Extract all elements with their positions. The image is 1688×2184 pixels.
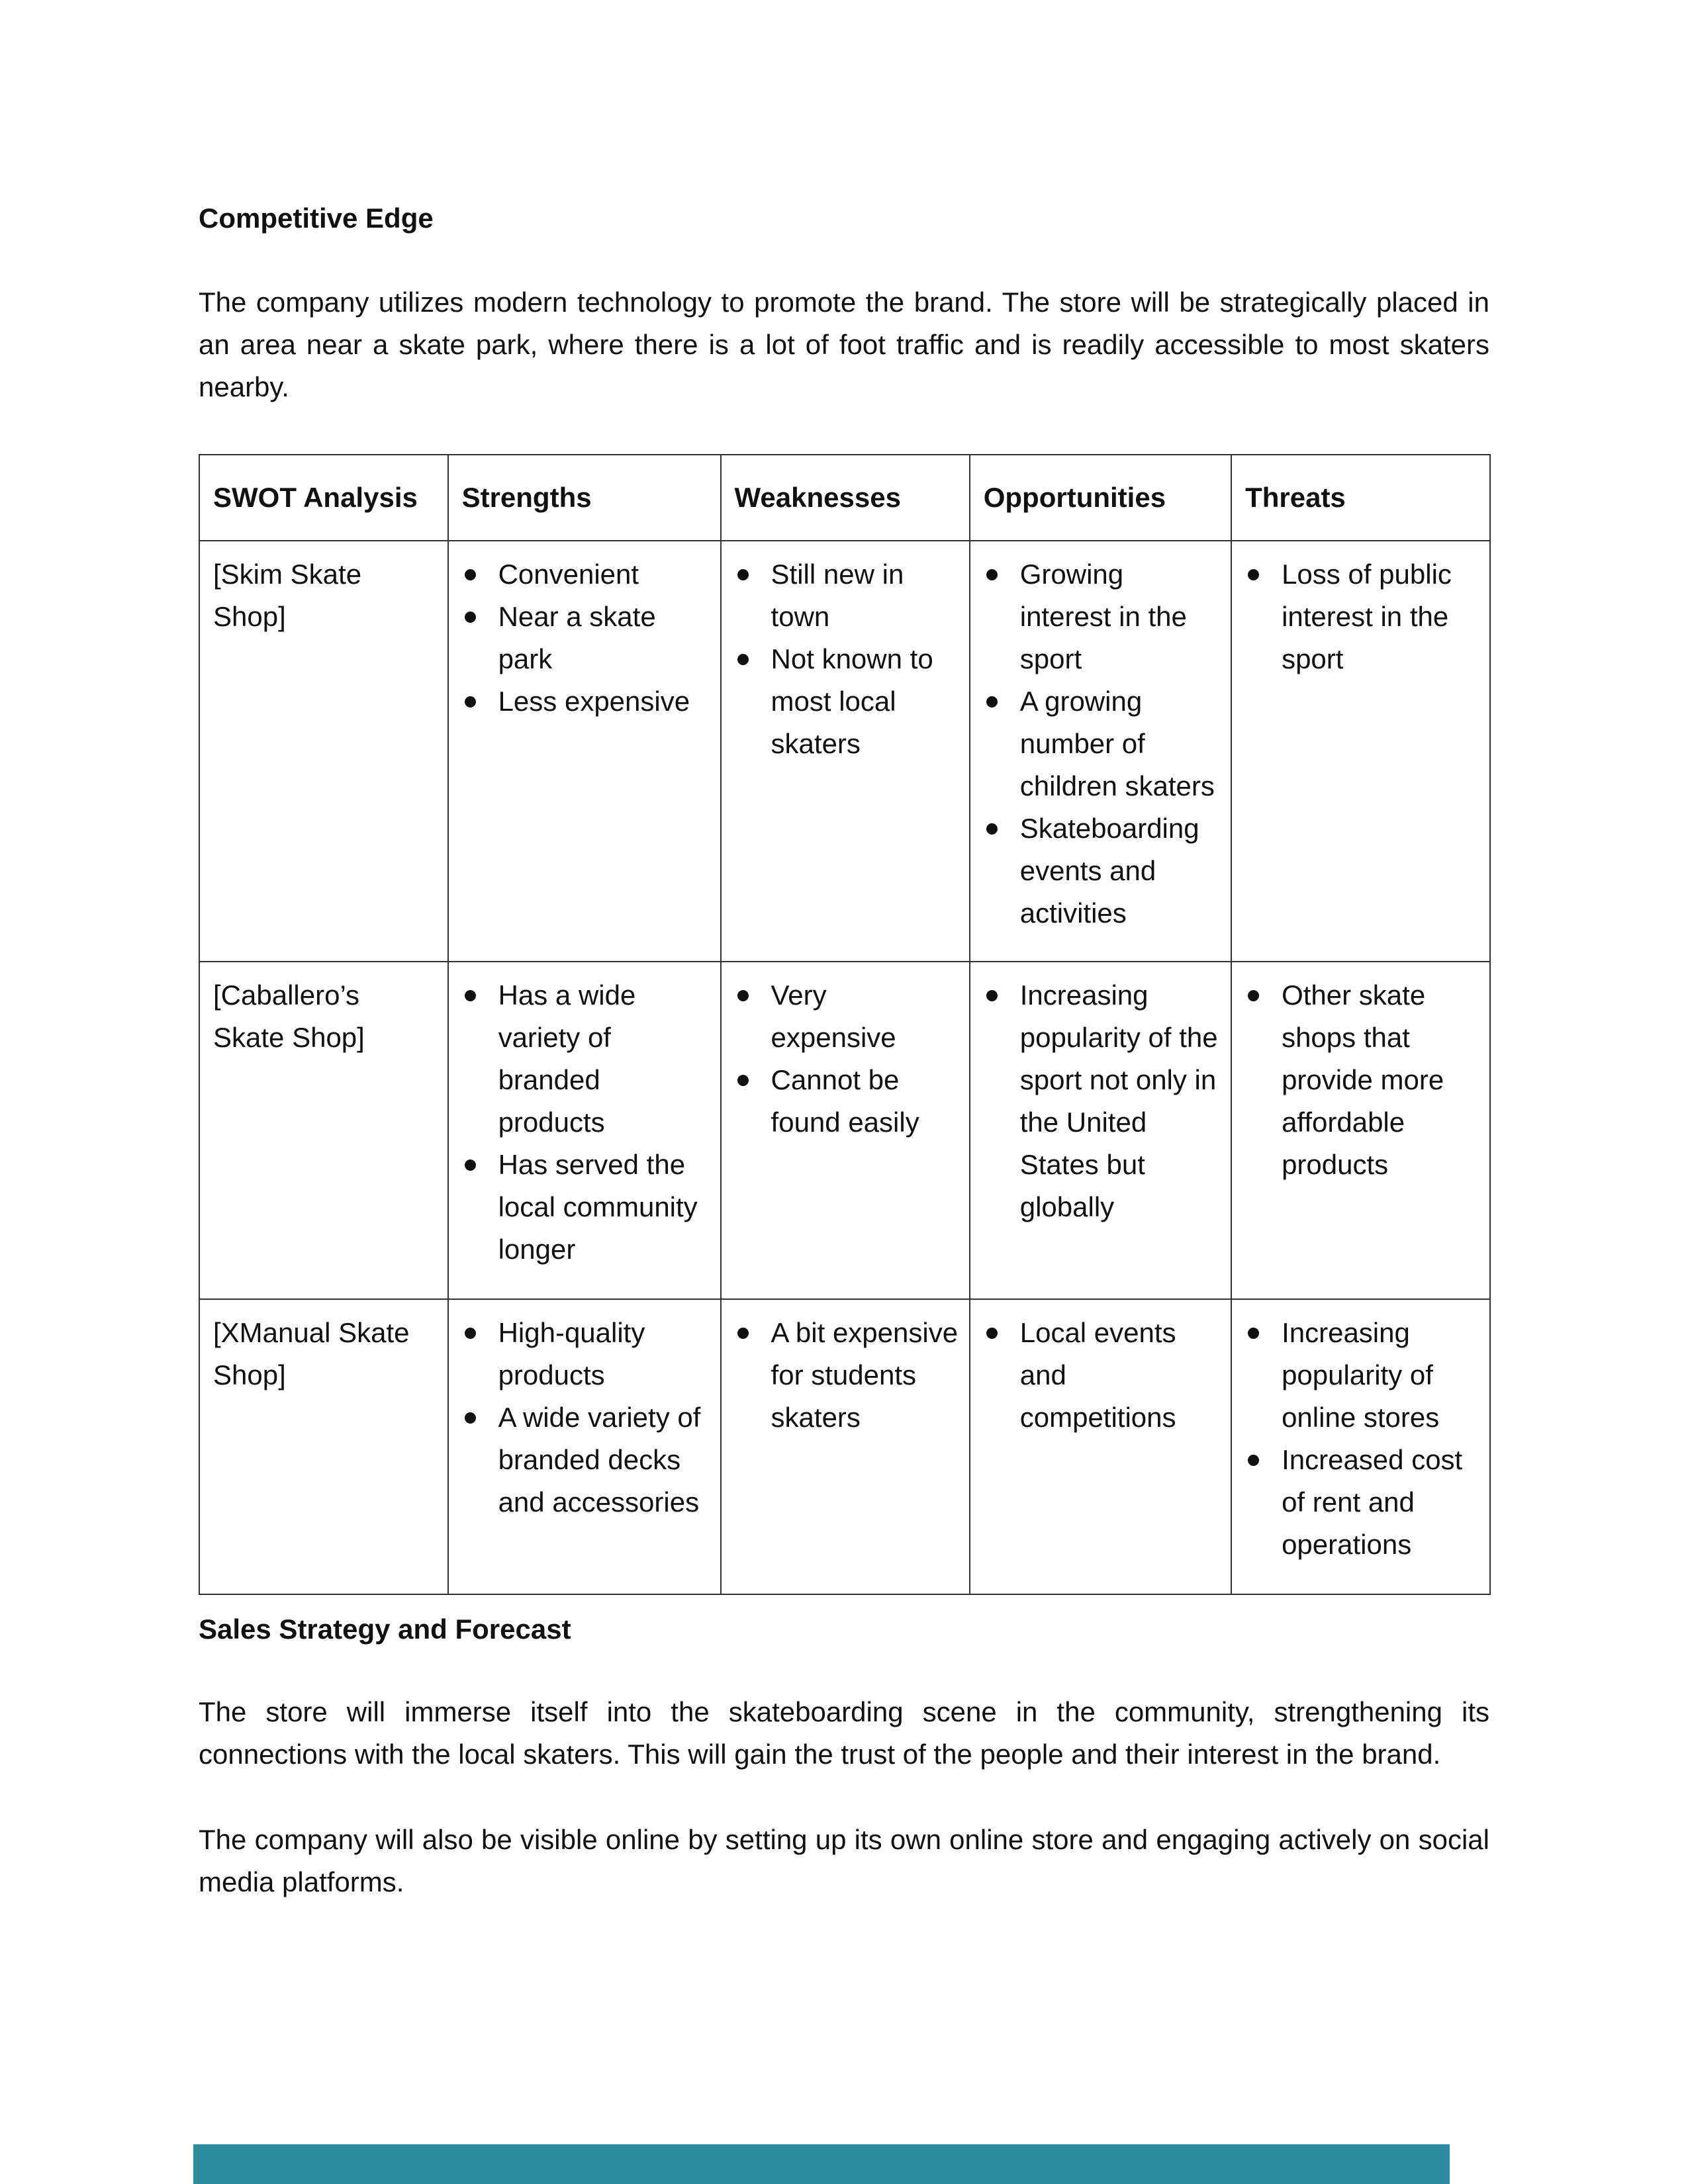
- footer-color-bar: [193, 2144, 1450, 2184]
- list-item: Loss of public interest in the sport: [1245, 553, 1479, 680]
- list-item: A bit expensive for students skaters: [735, 1312, 959, 1439]
- list-item: Convenient: [462, 553, 710, 596]
- list-item: Has a wide variety of branded products: [462, 974, 710, 1144]
- list-item: Very expensive: [735, 974, 959, 1059]
- list-item: Increased cost of rent and operations: [1245, 1439, 1479, 1566]
- weaknesses-cell: [721, 962, 970, 1299]
- weaknesses-cell: [721, 541, 970, 962]
- threats-cell: [1231, 962, 1490, 1299]
- list-item: Increasing popularity of the sport not only in the United States but globally: [984, 974, 1220, 1228]
- swot-header-strengths: Strengths: [448, 455, 721, 541]
- list-item: High-quality products: [462, 1312, 710, 1396]
- sales-strategy-heading: Sales Strategy and Forecast: [199, 1614, 571, 1645]
- competitive-edge-heading: Competitive Edge: [199, 203, 434, 234]
- opportunities-cell: [970, 1299, 1231, 1594]
- list-item: Near a skate park: [462, 596, 710, 680]
- list-item: Has served the local community longer: [462, 1144, 710, 1271]
- list-item: Cannot be found easily: [735, 1059, 959, 1144]
- table-row: [199, 541, 1490, 962]
- list-item: Increasing popularity of online stores: [1245, 1312, 1479, 1439]
- shop-name-cell: [XManual Skate Shop]: [199, 1299, 448, 1594]
- list-item: A growing number of children skaters: [984, 680, 1220, 807]
- table-row: [199, 1299, 1490, 1594]
- swot-header-row: [199, 455, 1490, 541]
- list-item: Not known to most local skaters: [735, 638, 959, 765]
- threats-cell: [1231, 1299, 1490, 1594]
- strengths-cell: [448, 1299, 721, 1594]
- swot-header-threats: Threats: [1231, 455, 1490, 541]
- table-row: [199, 962, 1490, 1299]
- threats-cell: [1231, 541, 1490, 962]
- list-item: Still new in town: [735, 553, 959, 638]
- competitive-edge-paragraph: The company utilizes modern technology to promote the brand. The store will be strategically placed in an area near a skate park, where there is a lot of foot traffic and is readily accessible to most skaters nearby.: [199, 287, 1489, 402]
- swot-table: [199, 454, 1491, 1595]
- sales-paragraph-community: The store will immerse itself into the skateboarding scene in the community, strengthening its connections with the local skaters. This will gain the trust of the people and their interest in the brand.: [199, 1696, 1489, 1770]
- list-item: Less expensive: [462, 680, 710, 723]
- list-item: Local events and competitions: [984, 1312, 1220, 1439]
- swot-header-weaknesses: Weaknesses: [721, 455, 970, 541]
- sales-paragraph-online: The company will also be visible online by setting up its own online store and engaging actively on social media platforms.: [199, 1824, 1489, 1897]
- opportunities-cell: [970, 541, 1231, 962]
- list-item: Skateboarding events and activities: [984, 807, 1220, 934]
- shop-name-cell: [Caballero’s Skate Shop]: [199, 962, 448, 1299]
- strengths-cell: [448, 962, 721, 1299]
- swot-header-analysis: SWOT Analysis: [199, 455, 448, 541]
- strengths-cell: [448, 541, 721, 962]
- list-item: A wide variety of branded decks and accessories: [462, 1396, 710, 1524]
- list-item: Other skate shops that provide more affordable products: [1245, 974, 1479, 1186]
- opportunities-cell: [970, 962, 1231, 1299]
- shop-name-cell: [Skim Skate Shop]: [199, 541, 448, 962]
- swot-header-opportunities: Opportunities: [970, 455, 1231, 541]
- weaknesses-cell: [721, 1299, 970, 1594]
- list-item: Growing interest in the sport: [984, 553, 1220, 680]
